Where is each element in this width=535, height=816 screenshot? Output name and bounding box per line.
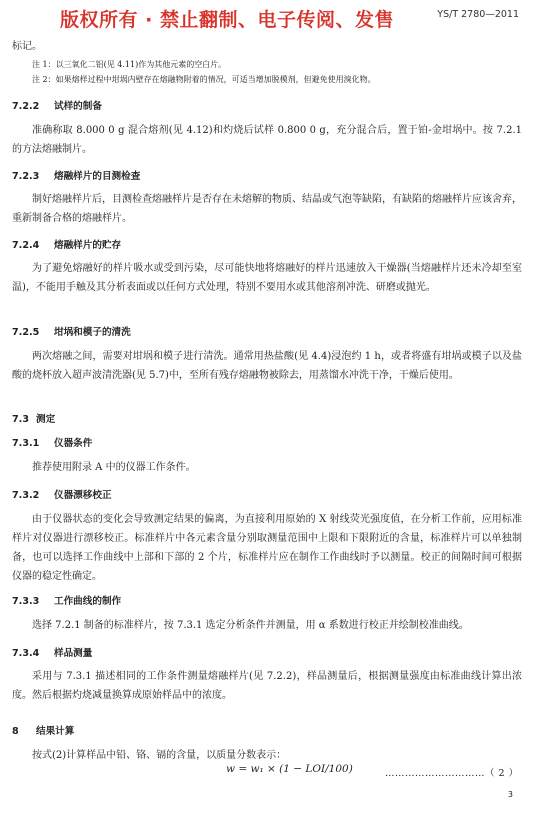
note-1: 注 1：以三氧化二铝(见 4.11)作为其他元素的空白片。: [32, 60, 227, 69]
section-title: 测定: [36, 414, 56, 425]
section-heading-7-2-2: [12, 98, 102, 112]
paragraph-7-3-3: 选择 7.2.1 制备的标准样片，按 7.3.1 选定分析条件并测量，用 α 系数进行校正并绘制校准曲线。: [32, 620, 469, 631]
section-heading-7-3-4: [12, 645, 92, 659]
paragraph-8: 按式(2)计算样品中铅、铬、镉的含量，以质量分数表示：: [32, 750, 287, 761]
paragraph-7-3-2: 由于仪器状态的变化会导致测定结果的偏离，为直接利用原始的 X 射线荧光强度值，在分析工作前，应用标准样片对仪器进行漂移校正。标准样片中各元素含量分别取测量范围中上限和下限附近的含量，标准样片可以单独制备，也可以选择工作曲线中上部和下部的 2 个片，标准样片应在制作工作曲线时予以测量。校正的间隔时间可根据仪器的稳定性确定。: [12, 514, 522, 582]
section-heading-7-2-4: [12, 237, 121, 251]
paragraph-7-2-2: 准确称取 8.000 0 g 混合熔剂(见 4.12)和灼烧后试样 0.800 0 g，充分混合后，置于铂-金坩埚中。按 7.2.1 的方法熔融制片。: [12, 125, 522, 155]
note-2: 注 2：如果熔样过程中坩埚内壁存在熔融物附着的情况，可适当增加脱模剂，但避免使用溴化物。: [32, 75, 376, 84]
section-title: 试样的制备: [54, 101, 102, 112]
paragraph-continuation: 标记。: [12, 41, 42, 52]
equation-number: …………………………（ 2 ）: [385, 768, 519, 779]
section-heading-7-2-5: [12, 324, 131, 338]
standard-code: YS/T 2780—2011: [437, 9, 519, 20]
section-heading-7-3-3: [12, 593, 121, 607]
section-number: 7.2.2: [12, 101, 40, 112]
page-number: 3: [507, 790, 513, 799]
section-title: 样品测量: [54, 648, 93, 659]
paragraph-7-2-5: 两次熔融之间，需要对坩埚和模子进行清洗。通常用热盐酸(见 4.4)浸泡约 1 h，或者将盛有坩埚或模子以及盐酸的烧杯放入超声波清洗器(见 5.7)中，至所有残存熔融物被除去，用蒸馏水冲洗干净，干燥后使用。: [12, 351, 522, 381]
section-title: 熔融样片的贮存: [54, 240, 122, 251]
section-number: 7.2.3: [12, 171, 40, 182]
section-number: 7.3.1: [12, 438, 40, 449]
section-number: 7.3.2: [12, 490, 40, 501]
section-heading-7-3-2: [12, 487, 112, 501]
section-title: 结果计算: [36, 726, 75, 737]
section-title: 坩埚和模子的清洗: [54, 327, 131, 338]
paragraph-7-3-4: 采用与 7.3.1 描述相同的工作条件测量熔融样片(见 7.2.2)，样品测量后，根据测量强度由标准曲线计算出浓度。然后根据灼烧减量换算成原始样品中的浓度。: [12, 671, 522, 701]
paragraph-7-2-4: 为了避免熔融好的样片吸水或受到污染，尽可能快地将熔融好的样片迅速放入干燥器(当熔融样片还未冷却至室温)，不能用手触及其分析表面或以任何方式处理，特别不要用水或其他溶剂冲洗、研磨或抛光。: [12, 263, 522, 293]
section-title: 仪器条件: [54, 438, 93, 449]
section-title: 熔融样片的目测检查: [54, 171, 141, 182]
formula-2: w = w₁ × (1 − LOI/100): [226, 763, 353, 775]
section-number: 7.2.5: [12, 327, 40, 338]
section-heading-7-3: [12, 411, 55, 425]
paragraph-7-2-3: 制好熔融样片后，目测检查熔融样片是否存在未熔解的物质、结晶或气泡等缺陷，有缺陷的熔融样片应该舍弃，重新制备合格的熔融样片。: [12, 194, 522, 224]
section-heading-7-3-1: [12, 435, 92, 449]
copyright-watermark: 版权所有 · 禁止翻制、电子传阅、发售: [60, 9, 394, 31]
paragraph-7-3-1: 推荐使用附录 A 中的仪器工作条件。: [32, 462, 196, 473]
section-title: 仪器漂移校正: [54, 490, 112, 501]
section-heading-7-2-3: [12, 168, 140, 182]
section-number: 8: [12, 726, 19, 737]
section-title: 工作曲线的制作: [54, 596, 122, 607]
section-number: 7.3.4: [12, 648, 40, 659]
section-number: 7.3: [12, 414, 29, 425]
section-number: 7.3.3: [12, 596, 40, 607]
section-heading-8: [12, 723, 74, 737]
section-number: 7.2.4: [12, 240, 40, 251]
